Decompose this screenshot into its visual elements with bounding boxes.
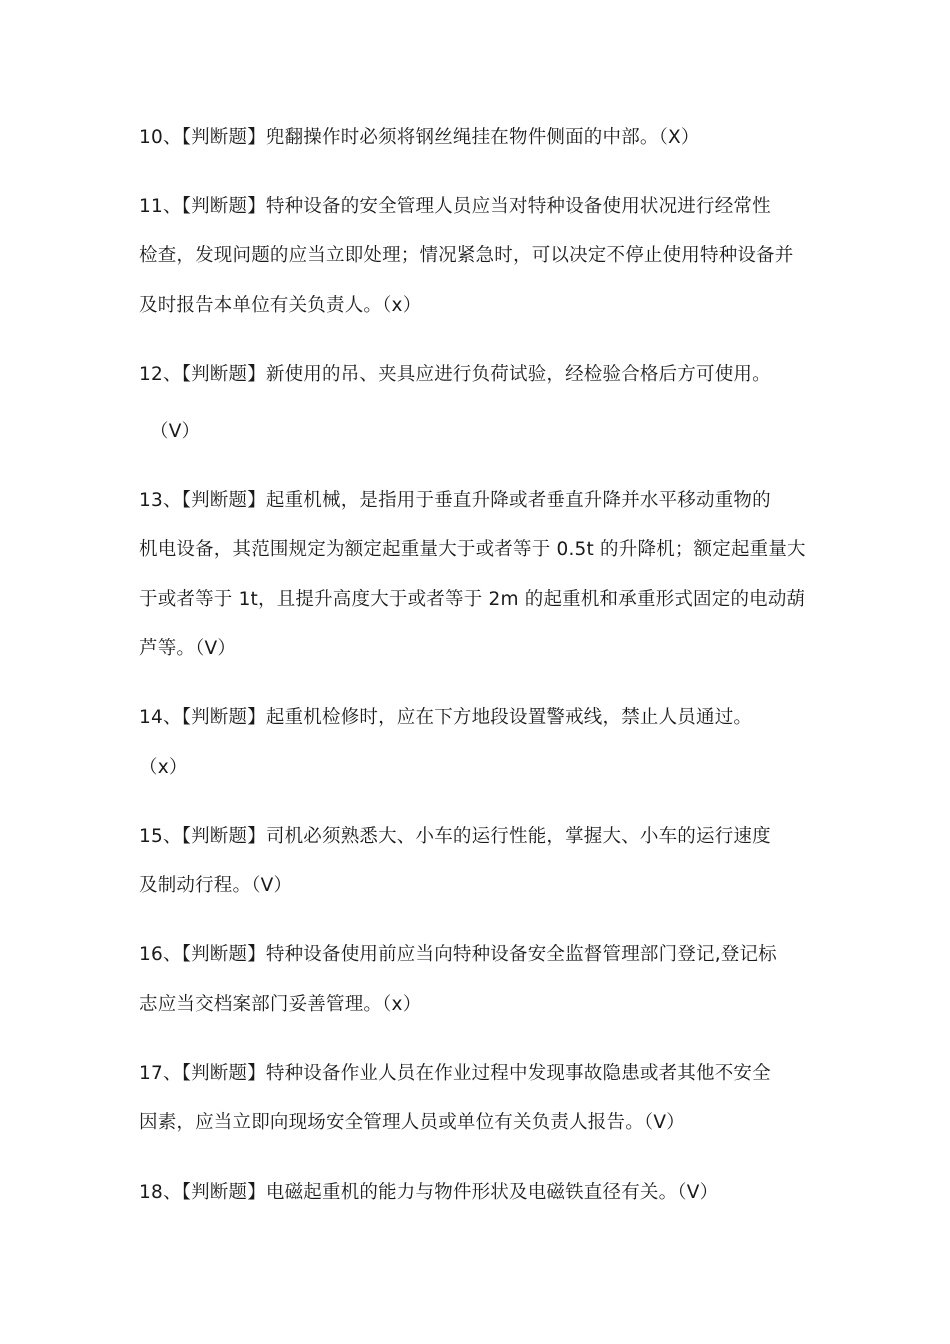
question-12-line-1: 12、【判断题】新使用的吊、夹具应进行负荷试验，经检验合格后方可使用。 — [139, 364, 771, 385]
question-10-line-1: 10、【判断题】兜翻操作时必须将钢丝绳挂在物件侧面的中部。（X） — [139, 127, 700, 148]
question-15-line-2: 及制动行程。（V） — [139, 875, 293, 896]
question-16-line-2: 志应当交档案部门妥善管理。（x） — [139, 994, 422, 1015]
question-17-line-2: 因素，应当立即向现场安全管理人员或单位有关负责人报告。（V） — [139, 1112, 685, 1133]
question-13-line-1: 13、【判断题】起重机械，是指用于垂直升降或者垂直升降并水平移动重物的 — [139, 490, 771, 511]
question-14-line-1: 14、【判断题】起重机检修时，应在下方地段设置警戒线，禁止人员通过。 — [139, 707, 753, 728]
question-13-line-4: 芦等。（V） — [139, 638, 237, 659]
question-16-line-1: 16、【判断题】特种设备使用前应当向特种设备安全监督管理部门登记,登记标 — [139, 944, 777, 965]
question-11-line-1: 11、【判断题】特种设备的安全管理人员应当对特种设备使用状况进行经常性 — [139, 196, 771, 217]
question-13-line-3: 于或者等于 1t，且提升高度大于或者等于 2m 的起重机和承重形式固定的电动葫 — [139, 589, 806, 610]
question-11-line-2: 检查，发现问题的应当立即处理；情况紧急时，可以决定不停止使用特种设备并 — [139, 245, 794, 266]
question-14-line-2: （x） — [139, 757, 188, 778]
question-13-line-2: 机电设备，其范围规定为额定起重量大于或者等于 0.5t 的升降机；额定起重量大 — [139, 539, 806, 560]
question-12-line-2: （V） — [150, 421, 201, 442]
question-11-line-3: 及时报告本单位有关负责人。（x） — [139, 295, 422, 316]
question-15-line-1: 15、【判断题】司机必须熟悉大、小车的运行性能，掌握大、小车的运行速度 — [139, 826, 771, 847]
question-17-line-1: 17、【判断题】特种设备作业人员在作业过程中发现事故隐患或者其他不安全 — [139, 1063, 771, 1084]
question-18-line-1: 18、【判断题】电磁起重机的能力与物件形状及电磁铁直径有关。（V） — [139, 1182, 719, 1203]
